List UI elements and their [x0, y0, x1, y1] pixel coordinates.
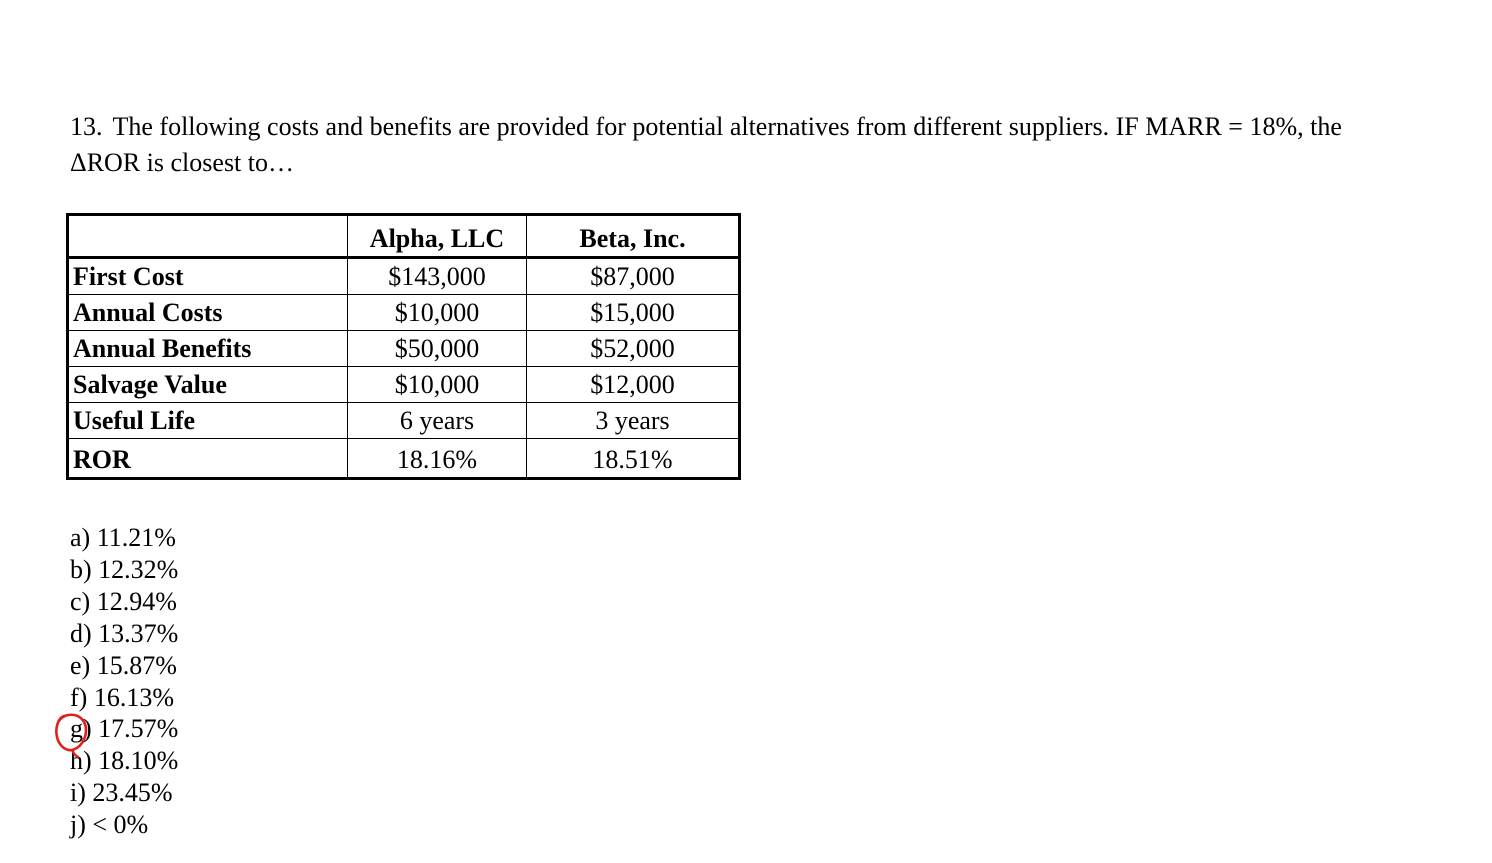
- alternatives-table: [66, 213, 741, 480]
- beta-value: $87,000: [527, 258, 740, 295]
- question-line-2: ΔROR is closest to…: [70, 148, 295, 177]
- alpha-value: 18.16%: [348, 439, 527, 479]
- beta-value: $12,000: [527, 367, 740, 403]
- alpha-value: $143,000: [348, 258, 527, 295]
- option-f[interactable]: f) 16.13%: [70, 682, 174, 712]
- table-row: [68, 331, 740, 367]
- question-number: 13.: [70, 112, 103, 141]
- alpha-value: $10,000: [348, 295, 527, 331]
- option-h[interactable]: h) 18.10%: [70, 746, 179, 776]
- table-header-alpha: Alpha, LLC: [348, 215, 527, 258]
- table-row: [68, 439, 740, 479]
- row-label: Annual Costs: [68, 295, 348, 331]
- question-stem: The following costs and benefits are provided for potential alternatives from different suppliers. IF MARR = 18%, the: [112, 112, 1342, 141]
- table-row: [68, 258, 740, 295]
- answer-options: [70, 522, 178, 841]
- beta-value: $52,000: [527, 331, 740, 367]
- option-i[interactable]: i) 23.45%: [70, 778, 173, 808]
- option-c[interactable]: c) 12.94%: [70, 586, 177, 616]
- table-header-beta: Beta, Inc.: [527, 215, 740, 258]
- beta-value: $15,000: [527, 295, 740, 331]
- question-text: [70, 109, 1470, 181]
- option-e[interactable]: e) 15.87%: [70, 650, 177, 680]
- option-j[interactable]: j) < 0%: [70, 810, 149, 840]
- option-g[interactable]: g) 17.57%: [70, 714, 179, 744]
- table-header-row: [68, 215, 740, 258]
- table-row: [68, 367, 740, 403]
- beta-value: 3 years: [527, 403, 740, 439]
- selected-answer-circle-icon: [54, 710, 98, 758]
- beta-value: 18.51%: [527, 439, 740, 479]
- alpha-value: $10,000: [348, 367, 527, 403]
- row-label: Useful Life: [68, 403, 348, 439]
- alpha-value: 6 years: [348, 403, 527, 439]
- row-label: First Cost: [68, 258, 348, 295]
- alpha-value: $50,000: [348, 331, 527, 367]
- row-label: Salvage Value: [68, 367, 348, 403]
- row-label: Annual Benefits: [68, 331, 348, 367]
- row-label: ROR: [68, 439, 348, 479]
- table-row: [68, 295, 740, 331]
- option-d[interactable]: d) 13.37%: [70, 618, 179, 648]
- table-header-blank: [68, 215, 348, 258]
- table-row: [68, 403, 740, 439]
- question-line-1: [70, 109, 1470, 145]
- option-a[interactable]: a) 11.21%: [70, 523, 176, 552]
- option-b[interactable]: b) 12.32%: [70, 554, 179, 584]
